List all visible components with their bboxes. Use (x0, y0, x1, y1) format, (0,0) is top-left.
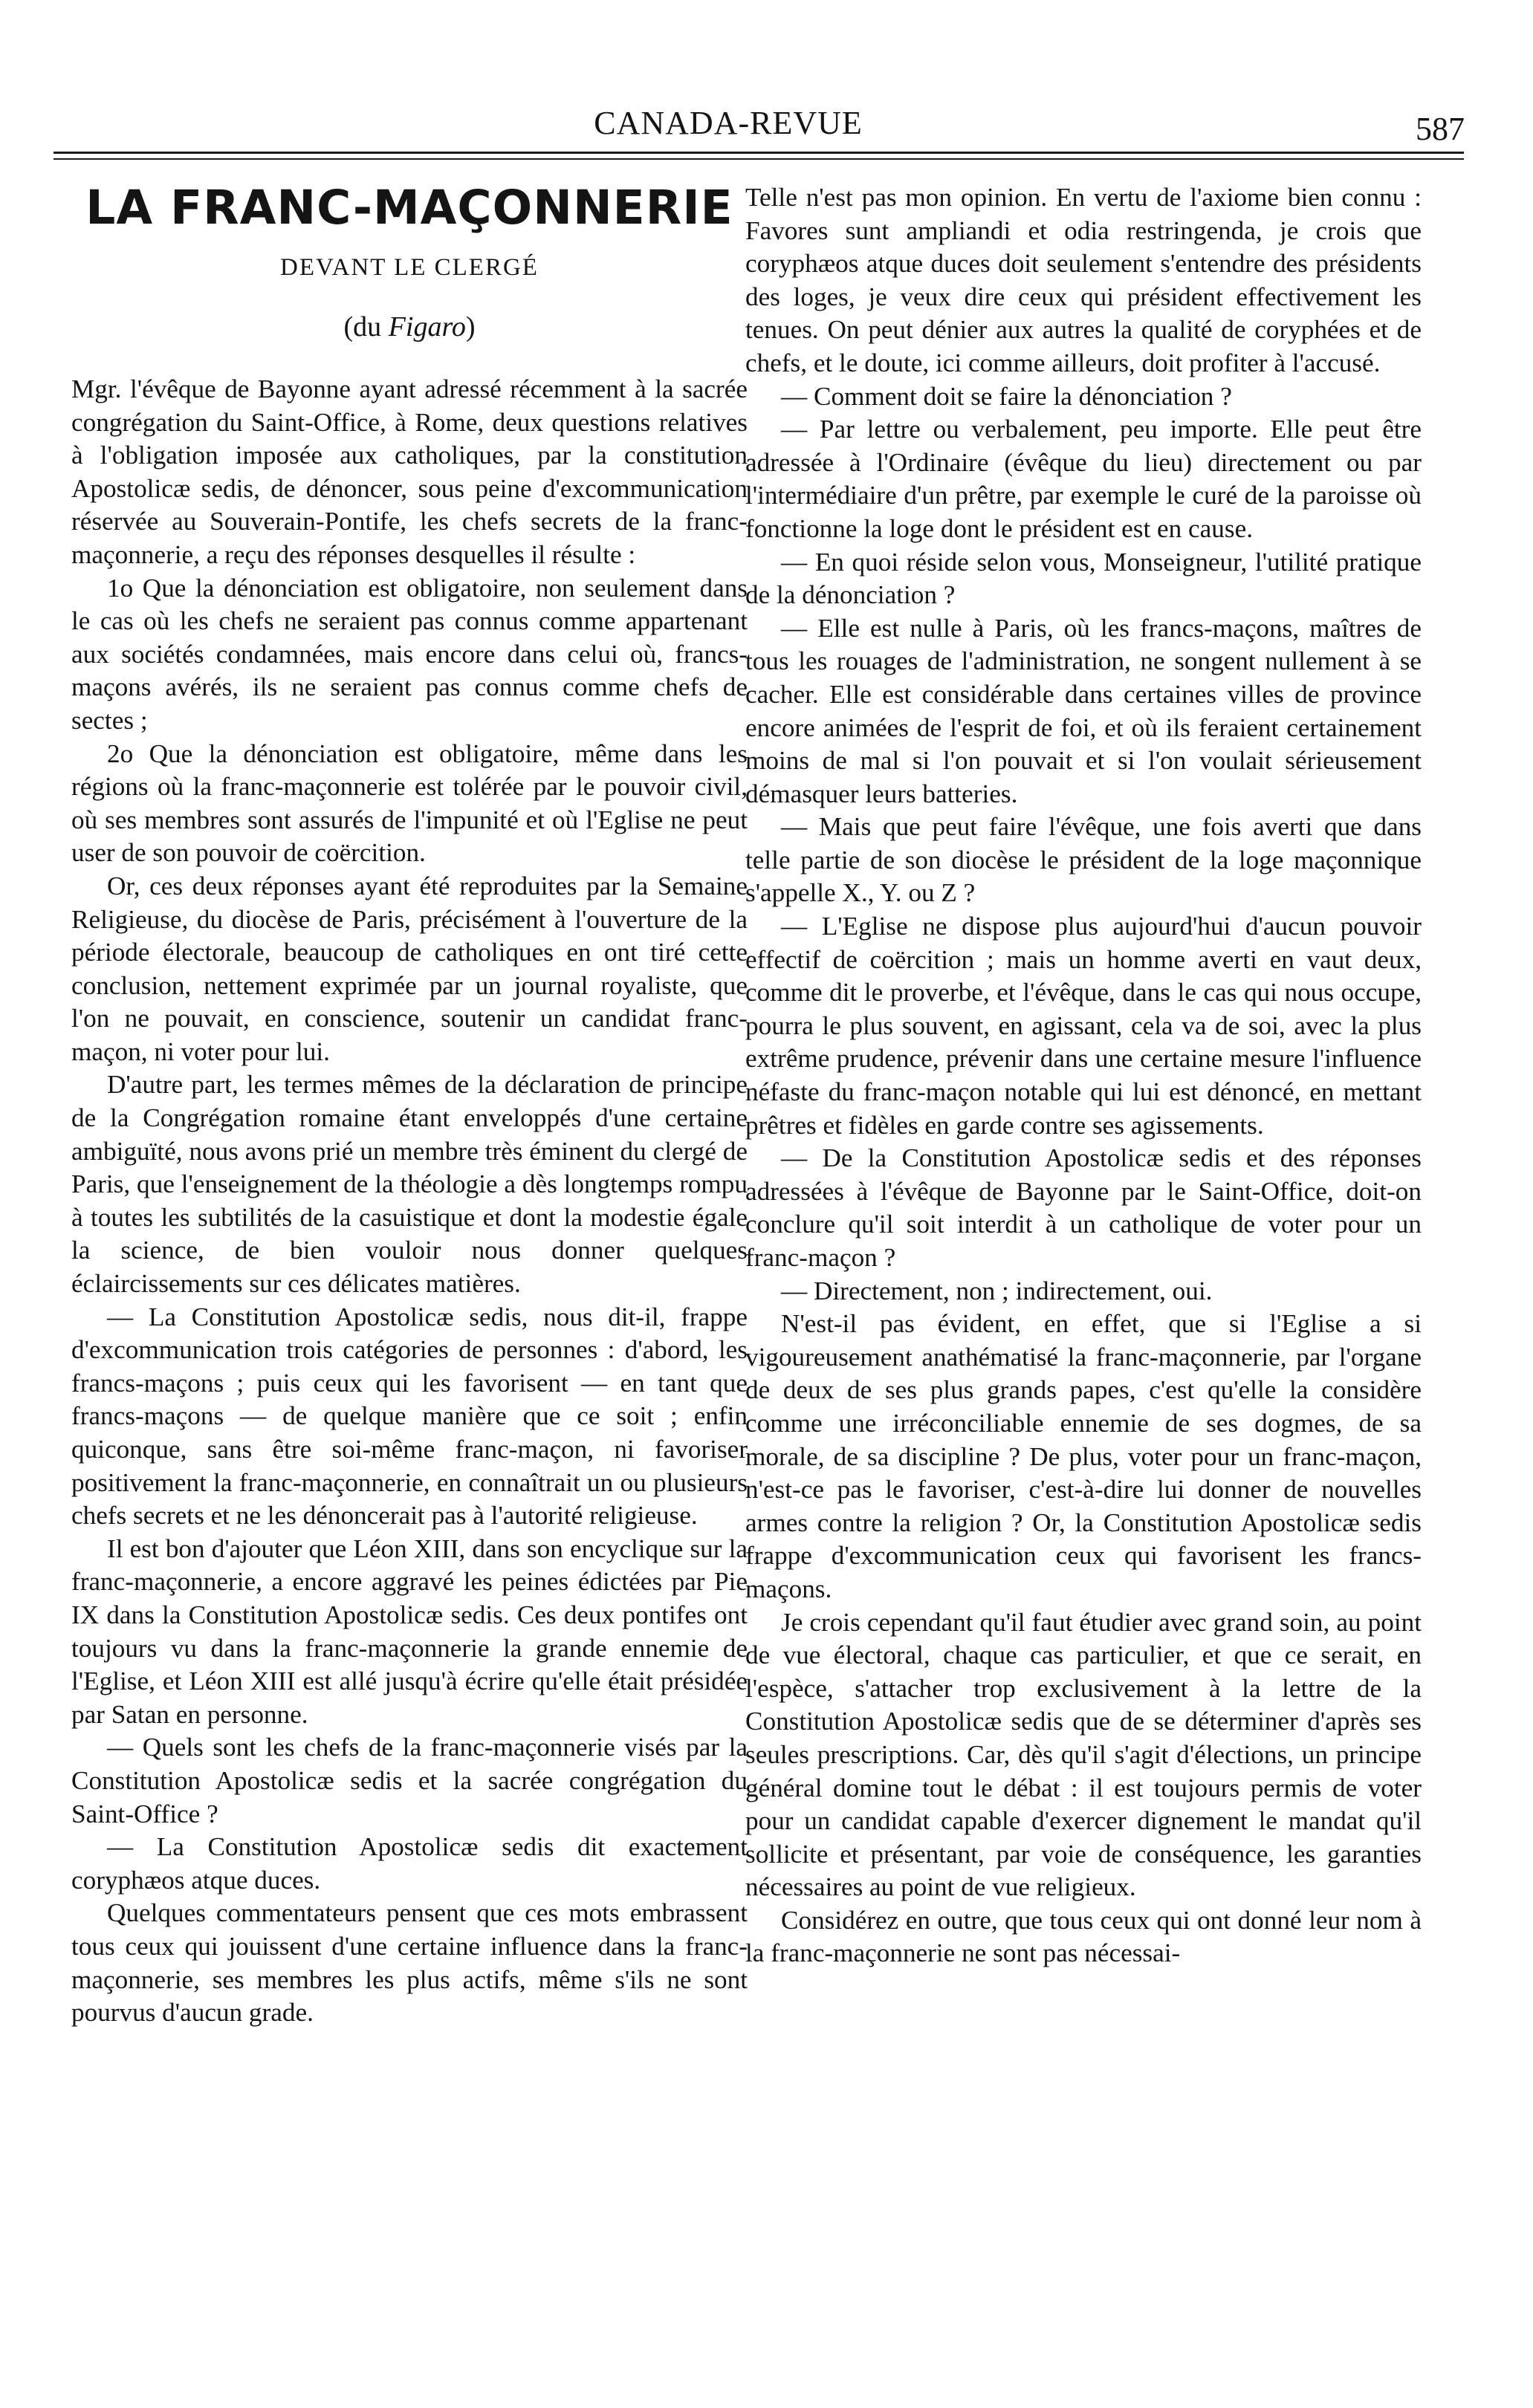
paragraph: — De la Constitution Apostolicæ sedis et des réponses adressées à l'évêque de Bayonne par le Saint-Office, doit-on conclure qu'il soit interdit à un catholique de voter pour un franc-maçon ? (745, 1143, 1422, 1272)
paragraph: Or, ces deux réponses ayant été reproduites par la Semaine Religieuse, du diocèse de Paris, précisément à l'ouverture de la période électorale, beaucoup de catholiques en ont tiré cette conclusion, nettement exprimée par un journal royaliste, que l'on ne pouvait, en conscience, soutenir un candidat franc-maçon, ni voter pour lui. (71, 871, 748, 1066)
source-name: Figaro (388, 311, 466, 343)
header-rule (54, 152, 1464, 154)
article-subtitle: DEVANT LE CLERGÉ (280, 254, 539, 281)
left-column (71, 181, 748, 2030)
source-close: ) (465, 311, 476, 343)
paragraph: 1o Que la dénonciation est obligatoire, non seulement dans le cas où les chefs ne seraient pas connus comme appartenant aux sociétés condamnées, mais encore dans celui où, francs-maçons avérés, ils ne seraient pas connus comme chefs de sectes ; (71, 573, 748, 735)
paragraph: — La Constitution Apostolicæ sedis dit exactement coryphæos atque duces. (71, 1832, 748, 1895)
page-number: 587 (1416, 111, 1465, 147)
paragraph: — La Constitution Apostolicæ sedis, nous dit-il, frappe d'excommunication trois catégories de personnes : d'abord, les francs-maçons ; puis ceux qui les favorisent — en tant que francs-maçons — de quelque manière que ce soit ; enfin quiconque, sans être soi-même franc-maçon, ni favoriser positivement la franc-maçonnerie, en connaîtrait un ou plusieurs chefs secrets et ne les dénoncerait pas à l'autorité religieuse. (71, 1302, 748, 1531)
source-open: (du (343, 311, 389, 343)
paragraph: — Directement, non ; indirectement, oui. (781, 1276, 1213, 1305)
article-title: LA FRANC-MAÇONNERIE (85, 181, 733, 235)
header-rule-thin (54, 158, 1464, 160)
paragraph: — L'Eglise ne dispose plus aujourd'hui d'aucun pouvoir effectif de coërcition ; mais un homme averti en vaut deux, comme dit le proverbe, et l'évêque, dans le cas qui nous occupe, pourra le plus souvent, en agissant, cela va de soi, avec la plus extrême prudence, prévenir dans une certaine mesure l'influence néfaste du franc-maçon notable qui lui est dénoncé, en mettant prêtres et fidèles en garde contre ses agissements. (745, 912, 1422, 1140)
paragraph: N'est-il pas évident, en effet, que si l'Eglise a si vigoureusement anathématisé la franc-maçonnerie, par l'organe de deux de ses plus grands papes, c'est qu'elle la considère comme une irréconciliable ennemie de ses dogmes, de sa morale, de sa discipline ? De plus, voter pour un franc-maçon, n'est-ce pas le favoriser, c'est-à-dire lui donner de nouvelles armes contre la religion ? Or, la Constitution Apostolicæ sedis frappe d'excommunication ceux qui favorisent les francs-maçons. (745, 1309, 1422, 1603)
paragraph: — Quels sont les chefs de la franc-maçonnerie visés par la Constitution Apostolicæ sedis et la sacrée congrégation du Saint-Office ? (71, 1733, 748, 1828)
paragraph: — En quoi réside selon vous, Monseigneur, l'utilité pratique de la dénonciation ? (745, 547, 1422, 610)
article-source (71, 311, 748, 343)
paragraph: Il est bon d'ajouter que Léon XIII, dans son encyclique sur la franc-maçonnerie, a encore aggravé les peines édictées par Pie IX dans la Constitution Apostolicæ sedis. Ces deux pontifes ont toujours vu dans la franc-maçonnerie la grande ennemie de l'Eglise, et Léon XIII est allé jusqu'à écrire qu'elle était présidée par Satan en personne. (71, 1534, 748, 1729)
paragraph: — Mais que peut faire l'évêque, une fois averti que dans telle partie de son diocèse le président de la loge maçonnique s'appelle X., Y. ou Z ? (745, 812, 1422, 908)
paragraph: D'autre part, les termes mêmes de la déclaration de principe de la Congrégation romaine étant enveloppés d'une certaine ambiguïté, nous avons prié un membre très éminent du clergé de Paris, que l'enseignement de la théologie a dès longtemps rompu à toutes les subtilités de la casuistique et dont la modestie égale la science, de bien vouloir nous donner quelques éclaircissements sur ces délicates matières. (71, 1070, 748, 1299)
paragraph: 2o Que la dénonciation est obligatoire, même dans les régions où la franc-maçonnerie est tolérée par le pouvoir civil, où ses membres sont assurés de l'impunité et où l'Eglise ne peut user de son pouvoir de coërcition. (71, 739, 748, 868)
paragraph: — Par lettre ou verbalement, peu importe. Elle peut être adressée à l'Ordinaire (évêque du lieu) directement ou par l'intermédiaire d'un prêtre, par exemple le curé de la paroisse où fonctionne la loge dont le président est en cause. (745, 415, 1422, 543)
paragraph: — Elle est nulle à Paris, où les francs-maçons, maîtres de tous les rouages de l'administration, ne songent nullement à se cacher. Elle est considérable dans certaines villes de province encore animées de l'esprit de foi, et où ils feraient certainement moins de mal si l'on pouvait et si l'on voulait sérieusement démasquer leurs batteries. (745, 613, 1422, 808)
right-column (745, 181, 1422, 1970)
running-title: CANADA-REVUE (594, 105, 863, 141)
paragraph: Je crois cependant qu'il faut étudier avec grand soin, au point de vue électoral, chaque cas particulier, et que ce serait, en l'espèce, s'attacher trop exclusivement à la lettre de la Constitution Apostolicæ sedis que de se déterminer d'après ses seules prescriptions. Car, dès qu'il s'agit d'élections, un principe général domine tout le débat : il est toujours permis de voter pour un candidat capable d'exercer dignement le mandat qu'il sollicite et présentant, par voie de conséquence, les garanties nécessaires au point de vue religieux. (745, 1607, 1422, 1902)
paragraph: Telle n'est pas mon opinion. En vertu de l'axiome bien connu : Favores sunt ampliandi et odia restringenda, je crois que coryphæos atque duces doit seulement s'entendre des présidents des loges, je veux dire ceux qui président effectivement les tenues. On peut dénier aux autres la qualité de coryphées et de chefs, et le doute, ici comme ailleurs, doit profiter à l'accusé. (745, 183, 1422, 377)
paragraph: Considérez en outre, que tous ceux qui ont donné leur nom à la franc-maçonnerie ne sont pas nécessai- (745, 1905, 1422, 1968)
paragraph: Quelques commentateurs pensent que ces mots embrassent tous ceux qui jouissent d'une certaine influence dans la franc-maçonnerie, ses membres les plus actifs, même s'ils ne sont pourvus d'aucun grade. (71, 1898, 748, 2028)
paragraph: Mgr. l'évêque de Bayonne ayant adressé récemment à la sacrée congrégation du Saint-Office, à Rome, deux questions relatives à l'obligation imposée aux catholiques, par la constitution Apostolicæ sedis, de dénoncer, sous peine d'excommunication réservée au Souverain-Pontife, les chefs secrets de la franc-maçonnerie, a reçu des réponses desquelles il résulte : (71, 374, 748, 569)
paragraph: — Comment doit se faire la dénonciation ? (781, 381, 1232, 411)
